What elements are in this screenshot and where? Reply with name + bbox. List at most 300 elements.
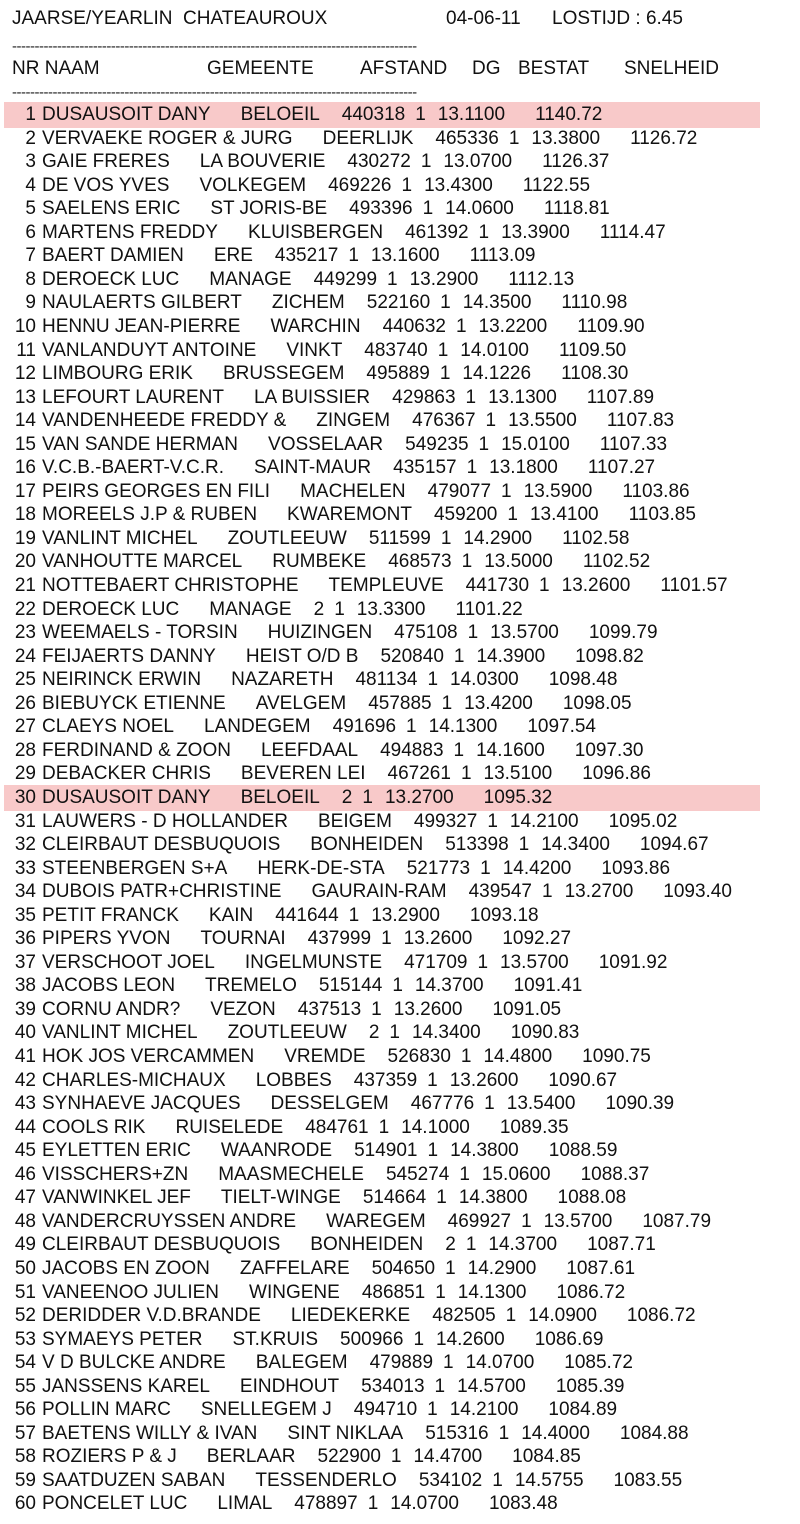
table-row <box>0 222 800 246</box>
table-row <box>0 1164 800 1188</box>
col-dg: DG <box>472 58 501 79</box>
rank-cell: 51 <box>14 1281 36 1303</box>
arrival-cell: 15.0100 <box>501 433 570 455</box>
arrival-cell: 14.2600 <box>436 1328 505 1350</box>
dg-cell: 1 <box>334 598 345 620</box>
municipality-cell: LANDEGEM <box>204 716 311 738</box>
distance-cell: 479889 <box>369 1352 434 1374</box>
arrival-cell: 14.1300 <box>457 1281 527 1303</box>
arrival-cell: 14.1226 <box>462 363 532 385</box>
dg-cell: 1 <box>435 1281 446 1303</box>
speed-cell: 1095.32 <box>483 786 553 808</box>
distance-cell: 534013 <box>361 1375 425 1397</box>
speed-cell: 1084.85 <box>512 1446 581 1468</box>
rank-cell: 36 <box>14 928 36 950</box>
distance-cell: 493396 <box>349 198 413 220</box>
dg-cell: 1 <box>427 1069 438 1091</box>
municipality-cell: KWAREMONT <box>287 504 412 526</box>
name-cell: SYMAEYS PETER <box>42 1328 203 1350</box>
table-row <box>0 1376 800 1400</box>
municipality-cell: SINT NIKLAA <box>287 1422 404 1444</box>
distance-cell: 514664 <box>362 1187 427 1209</box>
municipality-cell: TOURNAI <box>200 928 286 950</box>
dg-cell: 1 <box>427 1399 438 1421</box>
distance-cell: 441730 <box>465 575 530 596</box>
speed-cell: 1114.47 <box>599 221 666 243</box>
arrival-cell: 14.2100 <box>509 810 579 832</box>
distance-cell: 2 <box>313 598 325 620</box>
dg-cell: 1 <box>460 1046 472 1067</box>
arrival-cell: 14.2100 <box>449 1399 519 1421</box>
dg-cell: 1 <box>542 881 553 903</box>
dg-cell: 1 <box>406 716 417 738</box>
speed-cell: 1098.82 <box>575 645 644 667</box>
municipality-cell: DEERLIJK <box>322 127 414 149</box>
speed-cell: 1093.40 <box>663 881 732 903</box>
table-row <box>0 811 800 835</box>
municipality-cell: LEEFDAAL <box>260 739 359 761</box>
name-cell: SAATDUZEN SABAN <box>42 1469 226 1491</box>
municipality-cell: BONHEIDEN <box>310 834 424 856</box>
municipality-cell: MANAGE <box>209 598 292 620</box>
municipality-cell: GAURAIN-RAM <box>311 881 447 903</box>
table-row <box>0 128 800 152</box>
arrival-cell: 13.2600 <box>449 1069 519 1091</box>
distance-cell: 482505 <box>432 1305 496 1327</box>
arrival-cell: 13.2900 <box>409 268 479 290</box>
distance-cell: 522900 <box>317 1446 381 1468</box>
speed-cell: 1092.27 <box>502 928 572 950</box>
dg-cell: 1 <box>508 127 520 149</box>
name-cell: CORNU ANDR? <box>42 998 181 1020</box>
table-row <box>0 340 800 364</box>
distance-cell: 526830 <box>387 1046 451 1067</box>
speed-cell: 1113.09 <box>469 245 536 267</box>
dg-cell: 1 <box>443 1352 454 1374</box>
name-cell: VANLANDUYT ANTOINE <box>42 339 257 361</box>
arrival-cell: 13.3800 <box>531 127 601 149</box>
table-row <box>0 457 800 481</box>
table-row <box>0 740 800 764</box>
dg-cell: 1 <box>436 1187 447 1209</box>
distance-cell: 465336 <box>435 127 499 149</box>
arrival-cell: 13.5100 <box>483 763 553 785</box>
speed-cell: 1126.72 <box>630 127 698 149</box>
speed-cell: 1087.71 <box>587 1234 656 1256</box>
arrival-cell: 14.3400 <box>412 1022 481 1044</box>
rank-cell: 28 <box>14 739 36 761</box>
speed-cell: 1084.88 <box>619 1422 689 1444</box>
arrival-cell: 14.0600 <box>445 198 514 220</box>
rank-cell: 31 <box>14 810 36 832</box>
distance-cell: 441644 <box>275 904 339 926</box>
speed-cell: 1107.89 <box>586 386 655 408</box>
municipality-cell: KAIN <box>208 904 254 926</box>
table-row <box>0 669 800 693</box>
table-row <box>0 1446 800 1470</box>
distance-cell: 429863 <box>392 386 456 408</box>
speed-cell: 1107.83 <box>606 410 675 432</box>
table-row <box>0 1305 800 1329</box>
name-cell: V.C.B.-BAERT-V.C.R. <box>42 457 224 479</box>
name-cell: PONCELET LUC <box>42 1493 188 1515</box>
race-date: 04-06-11 <box>446 8 521 29</box>
distance-cell: 494710 <box>353 1399 418 1421</box>
release-time: LOSTIJD : 6.45 <box>552 8 683 29</box>
dg-cell: 1 <box>507 504 518 526</box>
rank-cell: 35 <box>14 904 36 926</box>
table-row <box>0 551 800 575</box>
municipality-cell: LIMAL <box>217 1493 273 1515</box>
rank-cell: 18 <box>14 504 36 526</box>
distance-cell: 437513 <box>297 998 362 1020</box>
col-bestat: BESTAT <box>518 58 590 79</box>
municipality-cell: RUMBEKE <box>272 551 367 573</box>
municipality-cell: WAREGEM <box>326 1210 426 1232</box>
municipality-cell: EINDHOUT <box>239 1375 340 1397</box>
arrival-cell: 13.5400 <box>506 1093 576 1115</box>
name-cell: DEROECK LUC <box>42 598 180 620</box>
name-cell: LEFOURT LAURENT <box>42 386 224 408</box>
name-cell: VISSCHERS+ZN <box>42 1163 189 1185</box>
rank-cell: 29 <box>14 763 36 785</box>
dg-cell: 1 <box>539 575 550 596</box>
speed-cell: 1107.33 <box>599 433 668 455</box>
name-cell: VANHOUTTE MARCEL <box>42 551 243 573</box>
arrival-cell: 13.1300 <box>488 386 557 408</box>
arrival-cell: 13.1800 <box>489 457 558 479</box>
speed-cell: 1108.30 <box>561 363 629 385</box>
municipality-cell: WINGENE <box>249 1281 340 1303</box>
name-cell: BAERT DAMIEN <box>42 245 184 267</box>
dg-cell: 1 <box>427 1140 439 1162</box>
distance-cell: 476367 <box>412 410 476 432</box>
name-cell: SAELENS ERIC <box>42 198 181 220</box>
distance-cell: 500966 <box>340 1328 404 1350</box>
municipality-cell: DESSELGEM <box>270 1093 389 1115</box>
municipality-cell: HERK-DE-STA <box>257 857 385 879</box>
rank-cell: 43 <box>14 1093 36 1115</box>
speed-cell: 1103.85 <box>628 504 696 526</box>
distance-cell: 481134 <box>355 669 418 691</box>
rank-cell: 32 <box>14 834 36 856</box>
municipality-cell: LA BOUVERIE <box>199 151 326 173</box>
arrival-cell: 14.4700 <box>413 1446 483 1468</box>
name-cell: MARTENS FREDDY <box>42 221 218 243</box>
speed-cell: 1096.86 <box>582 763 651 785</box>
arrival-cell: 14.3700 <box>488 1234 558 1256</box>
distance-cell: 467261 <box>387 763 451 785</box>
municipality-cell: ZICHEM <box>271 292 345 314</box>
municipality-cell: NAZARETH <box>231 669 334 691</box>
name-cell: MOREELS J.P & RUBEN <box>42 504 258 526</box>
arrival-cell: 13.2700 <box>564 881 634 903</box>
municipality-cell: INGELMUNSTE <box>244 951 383 973</box>
municipality-cell: MACHELEN <box>300 480 406 502</box>
name-cell: DEBACKER CHRIS <box>42 763 211 785</box>
municipality-cell: TEMPLEUVE <box>328 575 444 596</box>
name-cell: HENNU JEAN-PIERRE <box>42 315 241 337</box>
distance-cell: 545274 <box>385 1163 450 1185</box>
table-row <box>0 905 800 929</box>
speed-cell: 1088.08 <box>557 1187 627 1209</box>
arrival-cell: 14.0700 <box>465 1352 535 1374</box>
arrival-cell: 14.4200 <box>502 857 572 879</box>
rank-cell: 17 <box>14 480 36 502</box>
distance-cell: 513398 <box>445 834 509 856</box>
municipality-cell: AVELGEM <box>255 692 347 714</box>
dg-cell: 1 <box>401 174 413 196</box>
rank-cell: 23 <box>14 622 36 644</box>
table-row <box>0 410 800 434</box>
name-cell: PETIT FRANCK <box>42 904 179 926</box>
table-row <box>0 1117 800 1141</box>
speed-cell: 1126.37 <box>542 151 610 173</box>
table-row <box>0 434 800 458</box>
distance-cell: 522160 <box>366 292 431 314</box>
arrival-cell: 15.0600 <box>481 1163 551 1185</box>
rank-cell: 16 <box>14 457 36 479</box>
municipality-cell: BELOEIL <box>240 104 320 125</box>
municipality-cell: ZAFFELARE <box>239 1257 350 1279</box>
name-cell: CLAEYS NOEL <box>42 716 174 738</box>
rank-cell: 9 <box>25 292 36 314</box>
speed-cell: 1102.52 <box>582 551 651 573</box>
municipality-cell: BALEGEM <box>255 1352 348 1374</box>
dg-cell: 1 <box>521 1210 532 1232</box>
distance-cell: 484761 <box>305 1116 369 1138</box>
rank-cell: 33 <box>14 857 36 879</box>
distance-cell: 478897 <box>294 1493 358 1515</box>
arrival-cell: 13.2600 <box>393 998 463 1020</box>
table-row <box>0 646 800 670</box>
rank-cell: 37 <box>14 951 36 973</box>
speed-cell: 1099.79 <box>588 622 658 644</box>
separator-top: ------------------------------------------------------------------------------------------ <box>12 40 417 54</box>
name-cell: VANWINKEL JEF <box>42 1187 191 1209</box>
distance-cell: 515144 <box>318 975 383 997</box>
table-row <box>0 1211 800 1235</box>
name-cell: JANSSENS KAREL <box>42 1375 210 1397</box>
arrival-cell: 14.2900 <box>463 527 533 549</box>
table-row <box>0 387 800 411</box>
speed-cell: 1085.72 <box>564 1352 633 1374</box>
dg-cell: 1 <box>484 1093 495 1115</box>
table-row <box>0 928 800 952</box>
speed-cell: 1086.72 <box>556 1281 626 1303</box>
name-cell: DUBOIS PATR+CHRISTINE <box>42 881 282 903</box>
municipality-cell: WARCHIN <box>270 315 361 337</box>
table-row <box>0 1282 800 1306</box>
rank-cell: 15 <box>14 433 36 455</box>
name-cell: PIPERS YVON <box>42 928 171 950</box>
arrival-cell: 13.5700 <box>500 951 569 973</box>
name-cell: EYLETTEN ERIC <box>42 1140 191 1162</box>
table-row <box>0 1070 800 1094</box>
speed-cell: 1088.59 <box>548 1140 618 1162</box>
dg-cell: 1 <box>453 645 465 667</box>
distance-cell: 486851 <box>361 1281 426 1303</box>
municipality-cell: BRUSSEGEM <box>222 363 345 385</box>
distance-cell: 495889 <box>366 363 430 385</box>
dg-cell: 1 <box>362 786 373 808</box>
distance-cell: 514901 <box>354 1140 418 1162</box>
table-row <box>0 952 800 976</box>
table-row <box>0 481 800 505</box>
table-row <box>0 292 800 316</box>
speed-cell: 1103.86 <box>622 480 690 502</box>
dg-cell: 1 <box>434 1375 446 1397</box>
dg-cell: 1 <box>392 975 403 997</box>
arrival-cell: 14.3800 <box>458 1187 528 1209</box>
municipality-cell: WAANRODE <box>220 1140 333 1162</box>
dg-cell: 1 <box>459 1163 470 1185</box>
speed-cell: 1085.39 <box>555 1375 625 1397</box>
dg-cell: 1 <box>378 1116 390 1138</box>
rank-cell: 49 <box>14 1234 36 1256</box>
name-cell: CLEIRBAUT DESBUQUOIS <box>42 834 281 856</box>
dg-cell: 1 <box>478 221 490 243</box>
municipality-cell: BEVEREN LEI <box>240 763 366 785</box>
name-cell: JACOBS LEON <box>42 975 176 997</box>
distance-cell: 457885 <box>368 692 432 714</box>
speed-cell: 1112.13 <box>508 268 575 290</box>
speed-cell: 1093.18 <box>469 904 539 926</box>
distance-cell: 499327 <box>413 810 478 832</box>
distance-cell: 468573 <box>388 551 452 573</box>
municipality-cell: HEIST O/D B <box>245 645 359 667</box>
dg-cell: 1 <box>415 104 426 125</box>
name-cell: POLLIN MARC <box>42 1399 171 1421</box>
dg-cell: 1 <box>440 527 452 549</box>
name-cell: CHARLES-MICHAUX <box>42 1069 226 1091</box>
name-cell: VANLINT MICHEL <box>42 1022 198 1044</box>
rank-cell: 58 <box>14 1446 36 1468</box>
municipality-cell: LOBBES <box>255 1069 332 1091</box>
rank-cell: 50 <box>14 1257 36 1279</box>
name-cell: VANDERCRUYSSEN ANDRE <box>42 1210 297 1232</box>
speed-cell: 1084.89 <box>548 1399 618 1421</box>
municipality-cell: VOSSELAAR <box>268 433 384 455</box>
dg-cell: 1 <box>371 998 382 1020</box>
name-cell: COOLS RIK <box>42 1116 146 1138</box>
name-cell: FERDINAND & ZOON <box>42 739 231 761</box>
arrival-cell: 14.3900 <box>476 645 546 667</box>
rank-cell: 56 <box>14 1399 36 1421</box>
arrival-cell: 14.2900 <box>467 1257 537 1279</box>
speed-cell: 1097.30 <box>574 739 644 761</box>
municipality-cell: BERLAAR <box>206 1446 296 1468</box>
rank-cell: 41 <box>14 1046 36 1067</box>
speed-cell: 1083.55 <box>613 1469 683 1491</box>
speed-cell: 1098.05 <box>562 692 632 714</box>
distance-cell: 437359 <box>353 1069 418 1091</box>
rank-cell: 3 <box>25 151 36 173</box>
municipality-cell: LA BUISSIER <box>253 386 371 408</box>
distance-cell: 440318 <box>341 104 406 125</box>
name-cell: DE VOS YVES <box>42 174 170 196</box>
distance-cell: 440632 <box>382 315 446 337</box>
rank-cell: 27 <box>14 716 36 738</box>
municipality-cell: ST JORIS-BE <box>210 198 328 220</box>
dg-cell: 1 <box>348 904 360 926</box>
arrival-cell: 14.3700 <box>414 975 484 997</box>
rank-cell: 38 <box>14 975 36 997</box>
rank-cell: 6 <box>25 221 36 243</box>
arrival-cell: 13.1100 <box>437 104 506 125</box>
arrival-cell: 14.0300 <box>450 669 519 691</box>
rank-cell: 45 <box>14 1140 36 1162</box>
name-cell: BIEBUYCK ETIENNE <box>42 692 226 714</box>
dg-cell: 1 <box>387 268 398 290</box>
distance-cell: 520840 <box>380 645 444 667</box>
name-cell: VERVAEKE ROGER & JURG <box>42 127 293 149</box>
name-cell: GAIE FRERES <box>42 151 170 173</box>
dg-cell: 1 <box>439 363 451 385</box>
rank-cell: 10 <box>14 315 36 337</box>
speed-cell: 1097.54 <box>527 716 596 738</box>
distance-cell: 2 <box>445 1234 456 1256</box>
table-row <box>0 1234 800 1258</box>
speed-cell: 1089.35 <box>499 1116 569 1138</box>
table-row <box>0 1093 800 1117</box>
arrival-cell: 14.4000 <box>521 1422 590 1444</box>
dg-cell: 1 <box>413 1328 425 1350</box>
arrival-cell: 13.2600 <box>403 928 473 950</box>
table-row <box>0 1493 800 1517</box>
rank-cell: 5 <box>25 198 36 220</box>
rank-cell: 1 <box>25 104 36 125</box>
arrival-cell: 13.5000 <box>484 551 553 573</box>
rank-cell: 12 <box>14 363 36 385</box>
distance-cell: 459200 <box>433 504 498 526</box>
municipality-cell: SNELLEGEM J <box>200 1399 332 1421</box>
municipality-cell: LIEDEKERKE <box>290 1305 411 1327</box>
municipality-cell: TREMELO <box>205 975 297 997</box>
rank-cell: 39 <box>14 998 36 1020</box>
arrival-cell: 14.5755 <box>514 1469 584 1491</box>
table-row <box>0 528 800 552</box>
arrival-cell: 13.3300 <box>356 598 426 620</box>
table-row <box>0 245 800 269</box>
table-row <box>0 1329 800 1353</box>
speed-cell: 1093.86 <box>601 857 671 879</box>
speed-cell: 1122.55 <box>522 174 591 196</box>
col-snelheid: SNELHEID <box>624 58 720 79</box>
distance-cell: 439547 <box>468 881 532 903</box>
col-gemeente: GEMEENTE <box>207 58 314 79</box>
rank-cell: 46 <box>14 1163 36 1185</box>
distance-cell: 469927 <box>447 1210 512 1232</box>
speed-cell: 1101.57 <box>660 575 728 596</box>
speed-cell: 1091.41 <box>513 975 583 997</box>
distance-cell: 494883 <box>380 739 444 761</box>
table-row <box>0 834 800 858</box>
dg-cell: 1 <box>465 386 477 408</box>
municipality-cell: SAINT-MAUR <box>253 457 372 479</box>
speed-cell: 1110.98 <box>561 292 628 314</box>
rank-cell: 20 <box>14 551 36 573</box>
distance-cell: 449299 <box>313 268 378 290</box>
column-headers <box>12 58 792 82</box>
speed-cell: 1090.67 <box>548 1069 618 1091</box>
rank-cell: 48 <box>14 1210 36 1232</box>
municipality-cell: ZINGEM <box>316 410 391 432</box>
municipality-cell: VINKT <box>286 339 343 361</box>
dg-cell: 1 <box>437 339 449 361</box>
rank-cell: 24 <box>14 645 36 667</box>
dg-cell: 1 <box>487 810 498 832</box>
